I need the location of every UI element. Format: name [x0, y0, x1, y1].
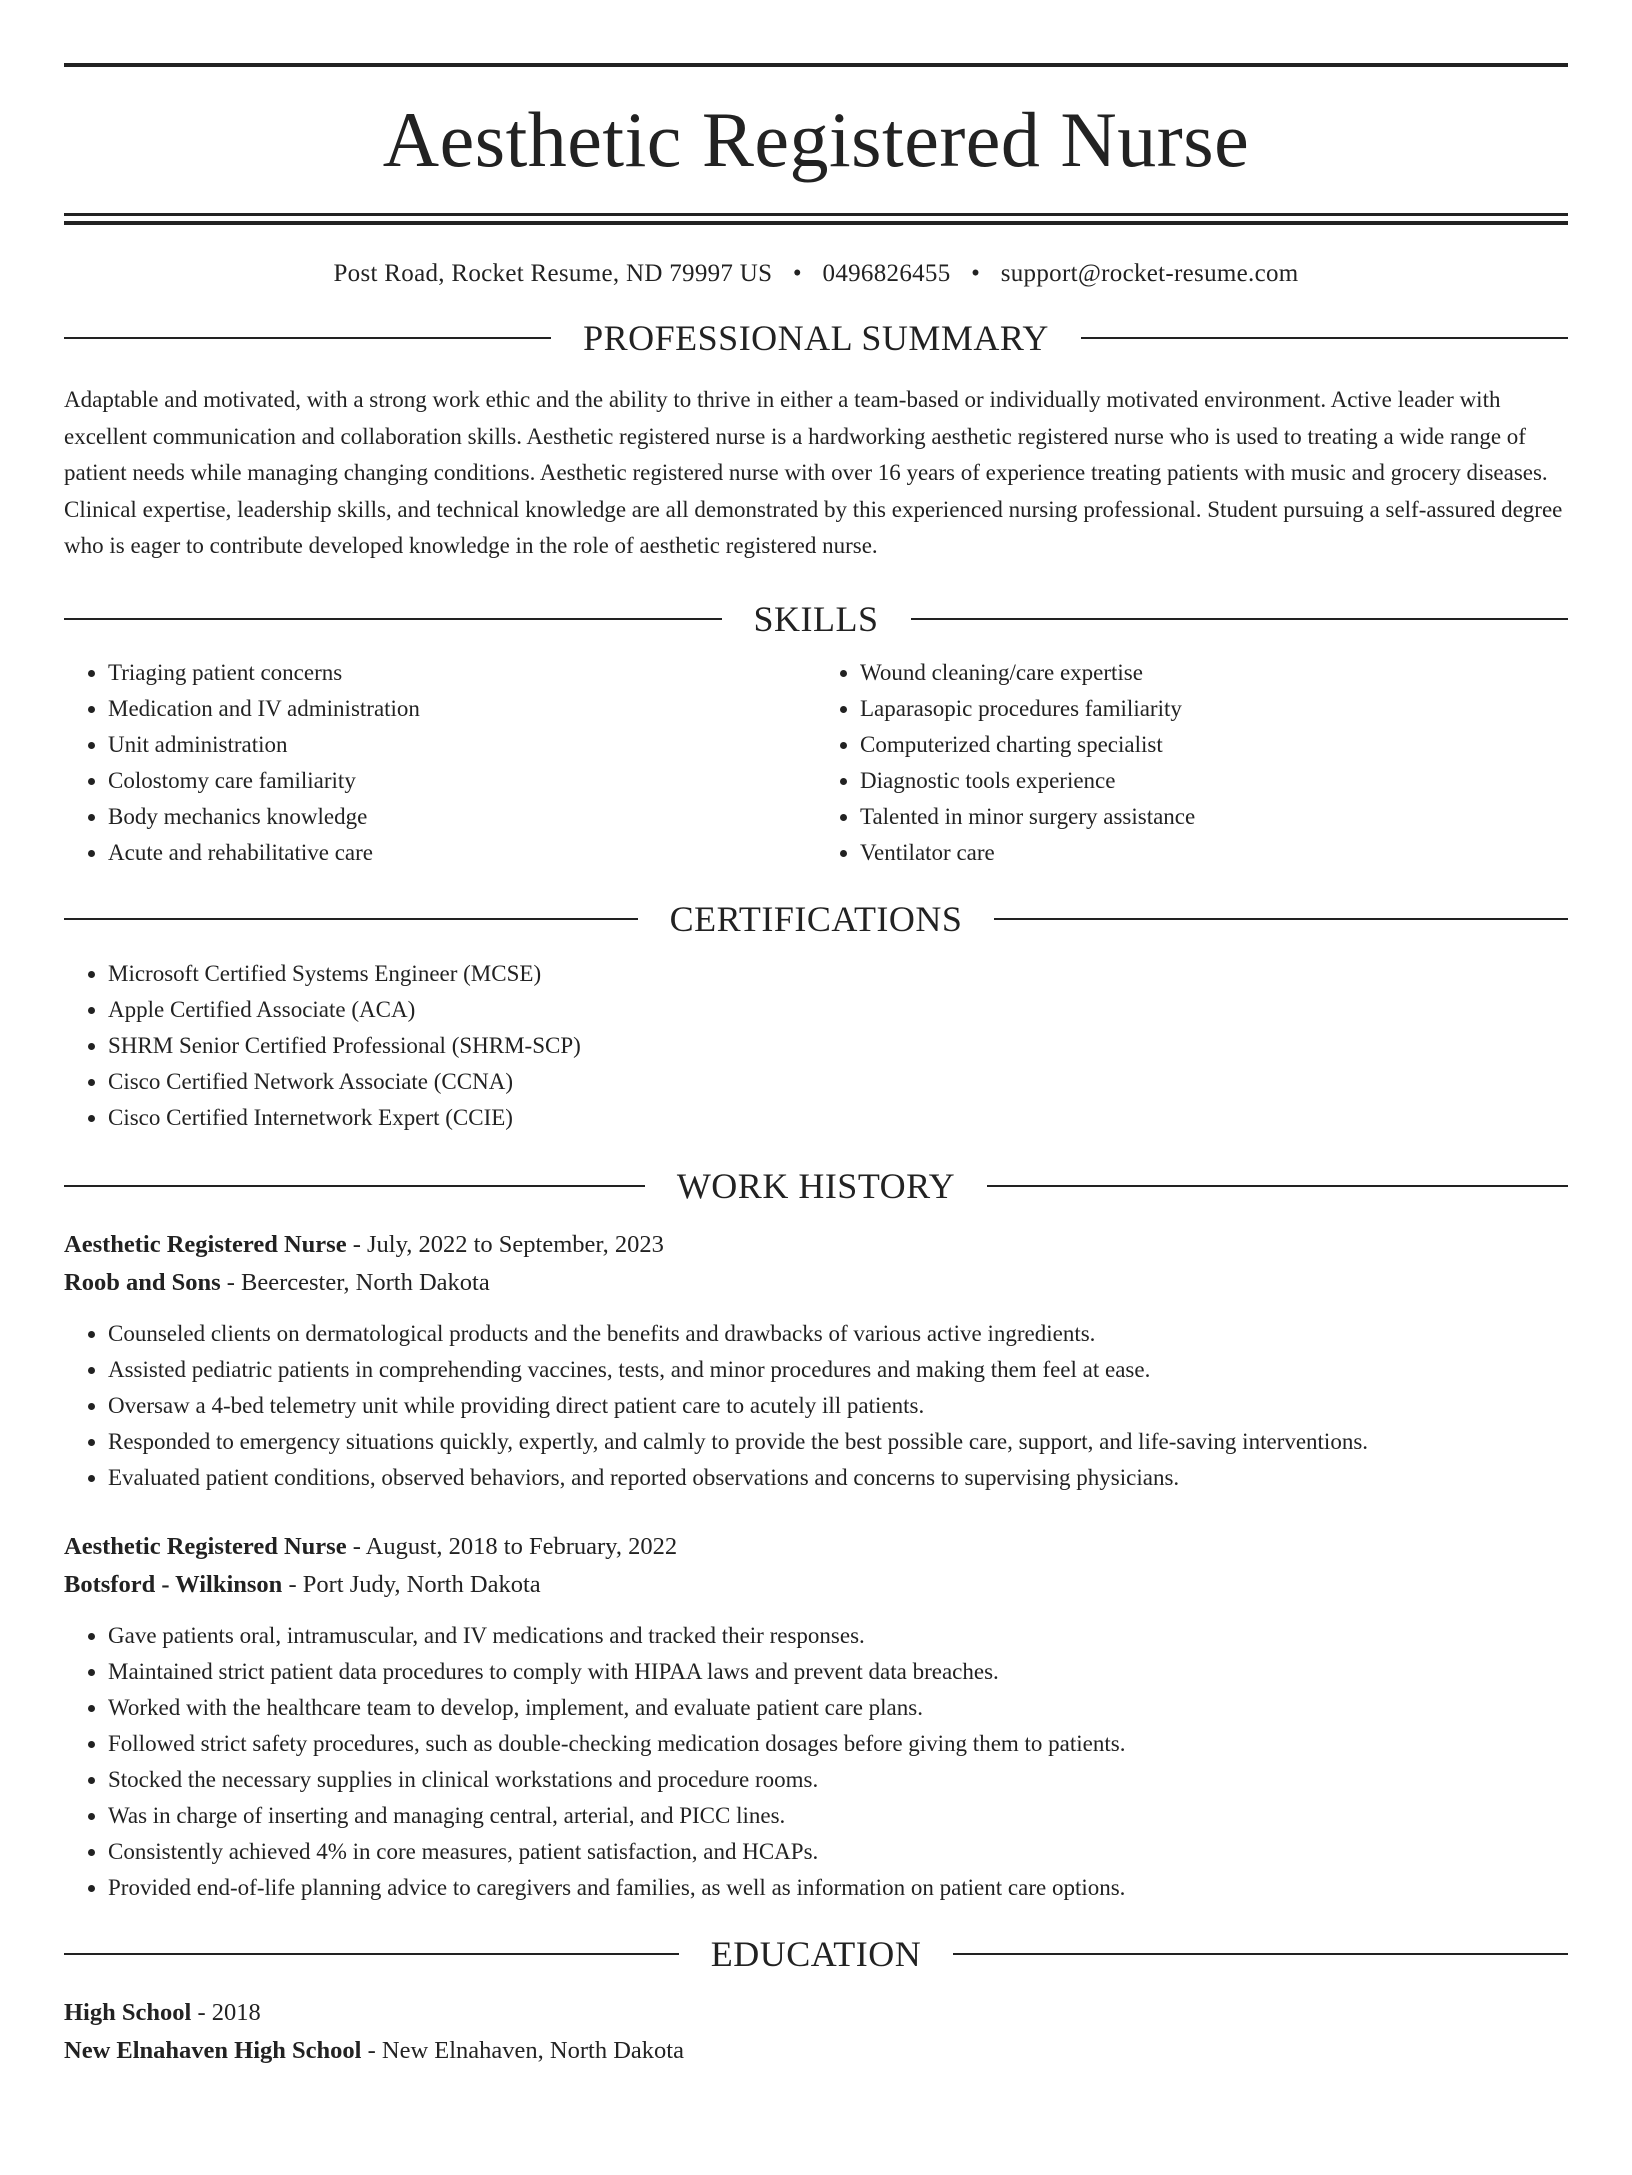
job-role: Aesthetic Registered Nurse	[64, 1230, 347, 1258]
section-header-certifications	[64, 898, 1568, 939]
divider-line	[64, 1953, 679, 1955]
job-duty: • Oversaw a 4-bed telemetry unit while providing direct patient care to acutely ill patients.	[108, 1388, 1568, 1424]
education-school-line	[64, 2032, 1568, 2070]
skill-item: • Ventilator care	[860, 835, 1568, 871]
section-header-work	[64, 1165, 1568, 1206]
job-duty: • Assisted pediatric patients in comprehending vaccines, tests, and minor procedures and making them feel at ease.	[108, 1352, 1568, 1388]
job-title-line	[64, 1226, 1568, 1264]
skill-item: • Laparasopic procedures familiarity	[860, 691, 1568, 727]
job-duty: • Evaluated patient conditions, observed behaviors, and reported observations and concerns to supervising physicians.	[108, 1460, 1568, 1496]
certification-item: • Cisco Certified Network Associate (CCNA)	[108, 1064, 1568, 1100]
education-entry	[64, 1994, 1568, 2070]
job-duty: • Worked with the healthcare team to develop, implement, and evaluate patient care plans.	[108, 1690, 1568, 1726]
divider-line	[1081, 337, 1568, 339]
certification-item: • Apple Certified Associate (ACA)	[108, 992, 1568, 1028]
education-degree-line	[64, 1994, 1568, 2032]
job-duties-list	[64, 1316, 1568, 1496]
certification-item: • Microsoft Certified Systems Engineer (MCSE)	[108, 956, 1568, 992]
job-entry	[64, 1226, 1568, 1496]
skill-item: • Computerized charting specialist	[860, 727, 1568, 763]
contact-line	[64, 261, 1568, 286]
skills-list-left	[64, 655, 816, 871]
certification-item: • Cisco Certified Internetwork Expert (CCIE)	[108, 1100, 1568, 1136]
job-duty: • Consistently achieved 4% in core measures, patient satisfaction, and HCAPs.	[108, 1834, 1568, 1870]
divider-line	[953, 1953, 1568, 1955]
summary-text: Adaptable and motivated, with a strong work ethic and the ability to thrive in either a team-based or individually motivated environment. Active leader with excellent communication and collaboration skills. Aesthetic registered nurse is a hardworking aesthetic registered nurse who is used to treating a wide range of patient needs while managing changing conditions. Aesthetic registered nurse with over 16 years of experience treating patients with music and grocery diseases. Clinical expertise, leadership skills, and technical knowledge are all demonstrated by this experienced nursing professional. Student pursuing a self-assured degree who is eager to contribute developed knowledge in the role of aesthetic registered nurse.	[64, 387, 1563, 558]
skills-columns	[64, 655, 1568, 871]
skill-item: • Triaging patient concerns	[108, 655, 816, 691]
contact-address: Post Road, Rocket Resume, ND 79997 US	[333, 260, 773, 287]
contact-phone: 0496826455	[822, 260, 951, 287]
job-duties-list	[64, 1618, 1568, 1906]
divider-line	[64, 337, 551, 339]
skills-column-left	[64, 655, 816, 871]
skill-item: • Medication and IV administration	[108, 691, 816, 727]
skill-item: • Diagnostic tools experience	[860, 763, 1568, 799]
job-company: Botsford - Wilkinson	[64, 1570, 283, 1598]
divider-line	[987, 1185, 1568, 1187]
skills-list-right	[816, 655, 1568, 871]
double-rule	[64, 213, 1568, 225]
job-heading	[64, 1528, 1568, 1604]
skill-item: • Colostomy care familiarity	[108, 763, 816, 799]
education-school: New Elnahaven High School	[64, 2036, 362, 2064]
divider-line	[64, 918, 638, 920]
job-heading	[64, 1226, 1568, 1302]
resume-page	[0, 63, 1632, 2175]
skill-item: • Acute and rehabilitative care	[108, 835, 816, 871]
job-duty: • Was in charge of inserting and managing central, arterial, and PICC lines.	[108, 1798, 1568, 1834]
skill-item: • Wound cleaning/care expertise	[860, 655, 1568, 691]
education-location: - New Elnahaven, North Dakota	[361, 2036, 684, 2064]
divider-line	[64, 1185, 645, 1187]
skill-item: • Unit administration	[108, 727, 816, 763]
job-duty: • Counseled clients on dermatological products and the benefits and drawbacks of various active ingredients.	[108, 1316, 1568, 1352]
education-degree: High School	[64, 1998, 192, 2026]
job-dates: - July, 2022 to September, 2023	[346, 1230, 664, 1258]
job-duty: • Responded to emergency situations quickly, expertly, and calmly to provide the best possible care, support, and life-saving interventions.	[108, 1424, 1568, 1460]
contact-email[interactable]: support@rocket-resume.com	[1000, 260, 1299, 287]
job-duty: • Gave patients oral, intramuscular, and IV medications and tracked their responses.	[108, 1618, 1568, 1654]
top-rule	[64, 63, 1568, 67]
skills-column-right	[816, 655, 1568, 871]
skill-item: • Talented in minor surgery assistance	[860, 799, 1568, 835]
education-year: - 2018	[191, 1998, 261, 2026]
section-title-certifications: CERTIFICATIONS	[669, 898, 963, 939]
job-role: Aesthetic Registered Nurse	[64, 1532, 347, 1560]
job-company-line	[64, 1264, 1568, 1302]
job-duty: • Stocked the necessary supplies in clinical workstations and procedure rooms.	[108, 1762, 1568, 1798]
certification-item: • SHRM Senior Certified Professional (SHRM-SCP)	[108, 1028, 1568, 1064]
job-title-line	[64, 1528, 1568, 1566]
job-duty: • Provided end-of-life planning advice to caregivers and families, as well as information on patient care options.	[108, 1870, 1568, 1906]
job-location: - Port Judy, North Dakota	[282, 1570, 541, 1598]
divider-line	[911, 618, 1569, 620]
job-entry	[64, 1528, 1568, 1906]
divider-line	[994, 918, 1568, 920]
contact-separator: •	[971, 260, 981, 287]
job-location: - Beercester, North Dakota	[220, 1268, 490, 1296]
divider-line	[64, 618, 722, 620]
skill-item: • Body mechanics knowledge	[108, 799, 816, 835]
resume-name: Aesthetic Registered Nurse	[382, 96, 1250, 183]
section-header-summary	[64, 320, 1568, 356]
job-dates: - August, 2018 to February, 2022	[346, 1532, 678, 1560]
section-title-education: EDUCATION	[710, 1933, 922, 1974]
job-company: Roob and Sons	[64, 1268, 221, 1296]
section-header-education	[64, 1933, 1568, 1974]
section-title-skills: SKILLS	[753, 598, 879, 639]
job-company-line	[64, 1566, 1568, 1604]
section-title-summary: PROFESSIONAL SUMMARY	[583, 318, 1049, 358]
certifications-list	[64, 956, 1568, 1136]
job-duty: • Maintained strict patient data procedures to comply with HIPAA laws and prevent data breaches.	[108, 1654, 1568, 1690]
section-header-skills	[64, 598, 1568, 639]
section-title-work: WORK HISTORY	[676, 1165, 956, 1206]
job-duty: • Followed strict safety procedures, such as double-checking medication dosages before giving them to patients.	[108, 1726, 1568, 1762]
contact-separator: •	[792, 260, 802, 287]
